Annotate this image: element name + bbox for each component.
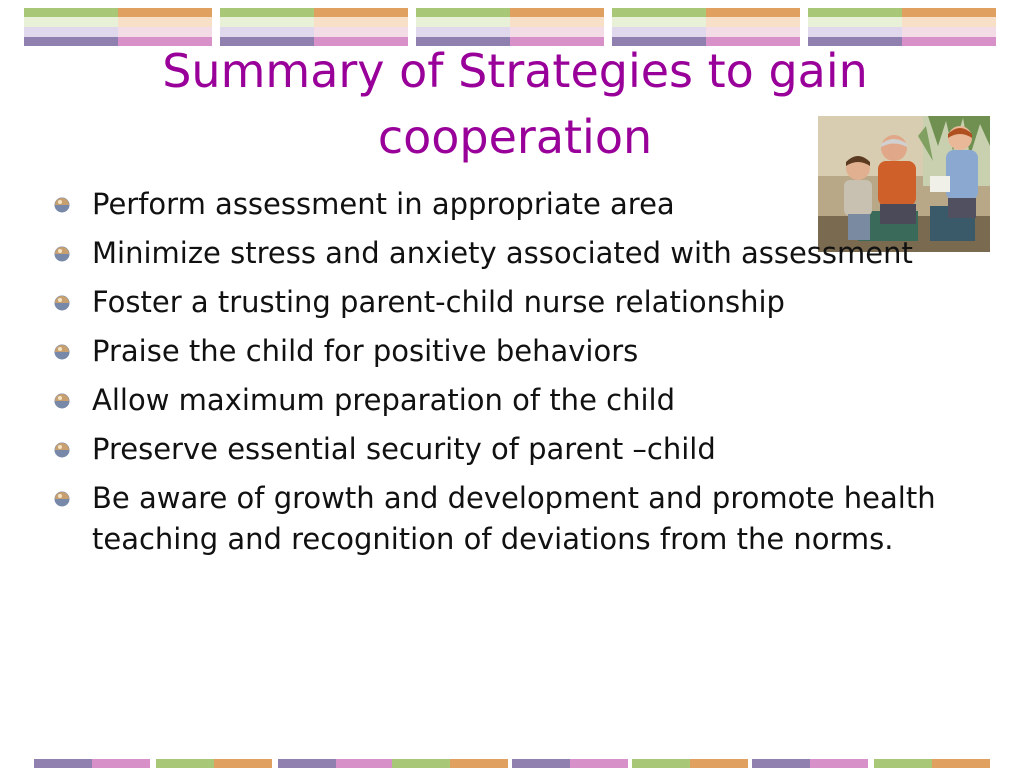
list-item — [52, 380, 982, 421]
bullet-text: Preserve essential security of parent –child — [92, 432, 716, 466]
bullet-text: Be aware of growth and development and promote health teaching and recognition of deviations from the norms. — [92, 481, 936, 556]
sphere-bullet-icon — [54, 344, 70, 360]
sphere-bullet-icon — [54, 197, 70, 213]
sphere-bullet-icon — [54, 295, 70, 311]
list-item — [52, 233, 982, 274]
list-item — [52, 184, 982, 225]
bullet-list — [52, 184, 982, 568]
bullet-text: Minimize stress and anxiety associated with assessment — [92, 236, 913, 270]
sphere-bullet-icon — [54, 491, 70, 507]
bullet-text: Foster a trusting parent-child nurse relationship — [92, 285, 785, 319]
sphere-bullet-icon — [54, 442, 70, 458]
bottom-decorative-banner — [34, 759, 990, 768]
bullet-text: Allow maximum preparation of the child — [92, 383, 675, 417]
bullet-text: Praise the child for positive behaviors — [92, 334, 639, 368]
sphere-bullet-icon — [54, 393, 70, 409]
sphere-bullet-icon — [54, 246, 70, 262]
list-item — [52, 478, 982, 560]
list-item — [52, 429, 982, 470]
slide-title: Summary of Strategies to gain cooperation — [162, 44, 868, 164]
list-item — [52, 282, 982, 323]
list-item — [52, 331, 982, 372]
bullet-text: Perform assessment in appropriate area — [92, 187, 675, 221]
